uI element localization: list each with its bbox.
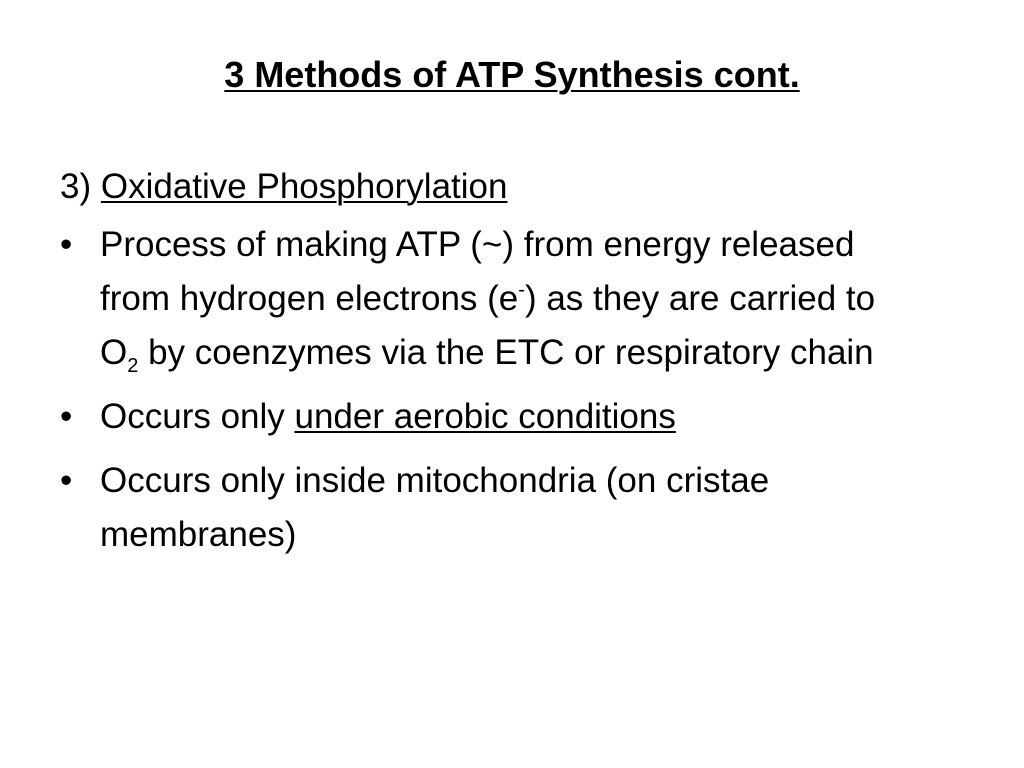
bullet-icon: •	[60, 225, 73, 264]
bullet-item-mitochondria	[60, 454, 920, 562]
bullet-list	[60, 218, 960, 562]
bullet-text-part: Occurs only	[100, 397, 295, 436]
bullet-text-part: Process of making ATP (~) from energy released from hydrogen electrons (e	[100, 225, 855, 318]
bullet-text: Occurs only inside mitochondria (on cristae membranes)	[100, 461, 770, 554]
section-title: Oxidative Phosphorylation	[100, 167, 508, 206]
slide-title	[0, 50, 1024, 100]
slide-body	[60, 160, 960, 572]
section-heading	[60, 160, 960, 214]
bullet-text	[100, 225, 876, 377]
section-number: 3)	[60, 167, 92, 206]
bullet-text-part: by coenzymes via the ETC or respiratory chain	[138, 333, 874, 372]
bullet-icon: •	[60, 461, 73, 500]
bullet-icon: •	[60, 397, 73, 436]
bullet-text	[100, 397, 676, 436]
electron-charge-superscript: -	[518, 279, 525, 301]
slide-title-text: 3 Methods of ATP Synthesis cont.	[224, 54, 800, 95]
aerobic-conditions-text: under aerobic conditions	[294, 397, 676, 436]
bullet-text-part: ) as they are carried to O	[100, 279, 876, 372]
oxygen-subscript: 2	[127, 355, 139, 377]
bullet-item-process	[60, 218, 920, 380]
bullet-item-aerobic	[60, 390, 920, 444]
